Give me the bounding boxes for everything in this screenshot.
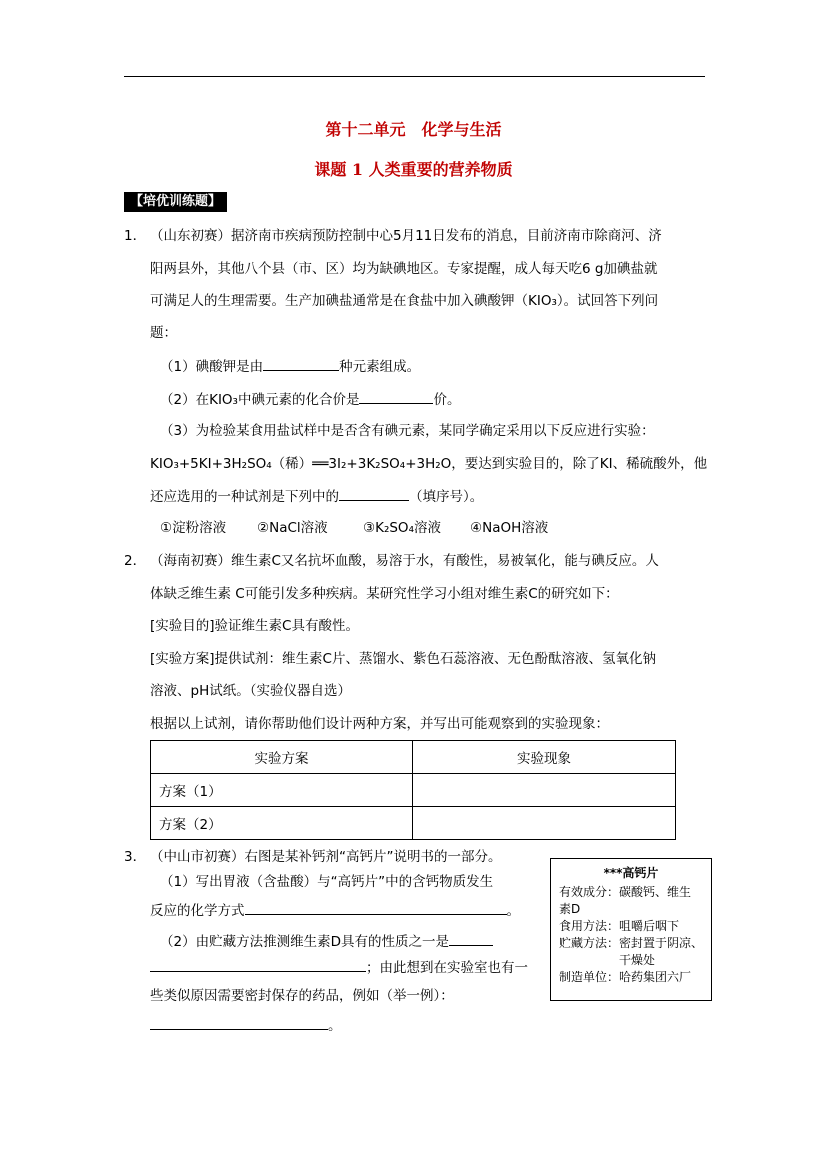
q3-line-1: （中山市初赛）右图是某补钙剂“高钙片”说明书的一部分。 [150, 849, 502, 865]
q3-line-7-suffix: 。 [328, 1018, 342, 1034]
q1-line-3: 可满足人的生理需要。生产加碘盐通常是在食盐中加入碘酸钾（KIO₃）。试回答下列问 [150, 293, 659, 309]
label-storage: 贮藏方法：密封置于阴凉、 [559, 936, 704, 950]
table-cell-answer[interactable] [413, 807, 676, 840]
table-header-row [151, 741, 676, 774]
answer-blank[interactable] [263, 356, 339, 371]
table-cell-answer[interactable] [413, 774, 676, 807]
answer-blank[interactable] [150, 1015, 328, 1030]
q1-option-4: ④NaOH溶液 [470, 520, 549, 536]
q3-line-6: 些类似原因需要密封保存的药品，例如（举一例）： [150, 988, 454, 1004]
q3-line-5 [150, 957, 528, 978]
q2-number: 2． [124, 553, 147, 569]
q3-line-5-text: ；由此想到在实验室也有一 [366, 960, 528, 976]
q1-number: 1． [124, 228, 147, 244]
q3-line-4-text: （2）由贮藏方法推测维生素D具有的性质之一是 [160, 934, 449, 950]
lesson-title: 课题 1 人类重要的营养物质 [314, 160, 513, 179]
q1-option-3: ③K₂SO₄溶液 [363, 520, 441, 536]
q2-line-6: 根据以上试剂，请你帮助他们设计两种方案，并写出可能观察到的实验现象： [150, 716, 609, 732]
q3-line-4 [160, 931, 493, 952]
table-header-phenomenon: 实验现象 [413, 741, 676, 774]
label-title: ***高钙片 [603, 866, 659, 880]
q1-line-2: 阳两县外，其他八个县（市、区）均为缺碘地区。专家提醒，成人每天吃6 g加碘盐就 [150, 261, 658, 277]
calcium-tablet-label [550, 858, 712, 1001]
answer-blank[interactable] [449, 931, 493, 946]
label-usage: 食用方法：咀嚼后咽下 [559, 919, 680, 933]
q1-option-2: ②NaCl溶液 [257, 520, 328, 536]
q1-part-2 [160, 389, 460, 410]
answer-blank[interactable] [150, 957, 366, 972]
q3-line-3-suffix: 。 [506, 903, 520, 919]
q1-part-1 [160, 356, 420, 377]
q1-line-4: 题： [150, 325, 177, 341]
table-cell: 方案（2） [151, 807, 413, 840]
q1-equation-cont-text: 还应选用的一种试剂是下列中的 [150, 489, 339, 505]
q1-part-1-suffix: 种元素组成。 [339, 359, 421, 375]
q1-part-2-text: （2）在KIO₃中碘元素的化合价是 [160, 392, 360, 408]
table-header-plan: 实验方案 [151, 741, 413, 774]
q2-line-2: 体缺乏维生素 C可能引发多种疾病。某研究性学习小组对维生素C的研究如下： [150, 586, 619, 602]
q2-line-1: （海南初赛）维生素C又名抗坏血酸，易溶于水，有酸性，易被氧化，能与碘反应。人 [150, 553, 659, 569]
q3-line-2: （1）写出胃液（含盐酸）与“高钙片”中的含钙物质发生 [160, 874, 494, 890]
q3-line-3-text: 反应的化学方式 [150, 903, 245, 919]
table-row [151, 774, 676, 807]
header-rule [124, 76, 705, 77]
q3-line-3 [150, 900, 520, 921]
label-storage-cont: 干燥处 [619, 953, 656, 967]
experiment-table [150, 740, 676, 840]
q2-line-4: [实验方案]提供试剂：维生素C片、蒸馏水、紫色石蕊溶液、无色酚酞溶液、氢氧化钠 [150, 651, 656, 667]
q1-equation-cont [150, 486, 483, 507]
q2-line-5: 溶液、pH试纸。（实验仪器自选） [150, 683, 351, 699]
q1-part-3: （3）为检验某食用盐试样中是否含有碘元素，某同学确定采用以下反应进行实验： [160, 423, 655, 439]
answer-blank[interactable] [359, 389, 433, 404]
answer-blank[interactable] [339, 486, 409, 501]
label-ingredient: 有效成分：碳酸钙、维生 [559, 885, 692, 899]
label-maker: 制造单位：哈药集团六厂 [559, 970, 692, 984]
q1-option-1: ①淀粉溶液 [160, 520, 227, 536]
answer-blank[interactable] [245, 900, 507, 915]
label-ingredient-cont: 素D [559, 902, 581, 916]
table-cell: 方案（1） [151, 774, 413, 807]
q1-equation: KIO₃+5KI+3H₂SO₄（稀）══3I₂+3K₂SO₄+3H₂O，要达到实验目的，除了KI、稀硫酸外，他 [150, 456, 708, 472]
unit-title: 第十二单元 化学与生活 [325, 120, 502, 139]
q1-equation-cont-suffix: （填序号）。 [409, 489, 484, 505]
q1-part-2-suffix: 价。 [433, 392, 461, 408]
section-tag: 【培优训练题】 [124, 192, 227, 212]
table-row [151, 807, 676, 840]
q3-line-7 [150, 1015, 342, 1036]
q3-number: 3． [124, 849, 147, 865]
q1-part-1-text: （1）碘酸钾是由 [160, 359, 264, 375]
q1-line-1: （山东初赛）据济南市疾病预防控制中心5月11日发布的消息，目前济南市除商河、济 [150, 228, 662, 244]
q2-line-3: [实验目的]验证维生素C具有酸性。 [150, 618, 359, 634]
